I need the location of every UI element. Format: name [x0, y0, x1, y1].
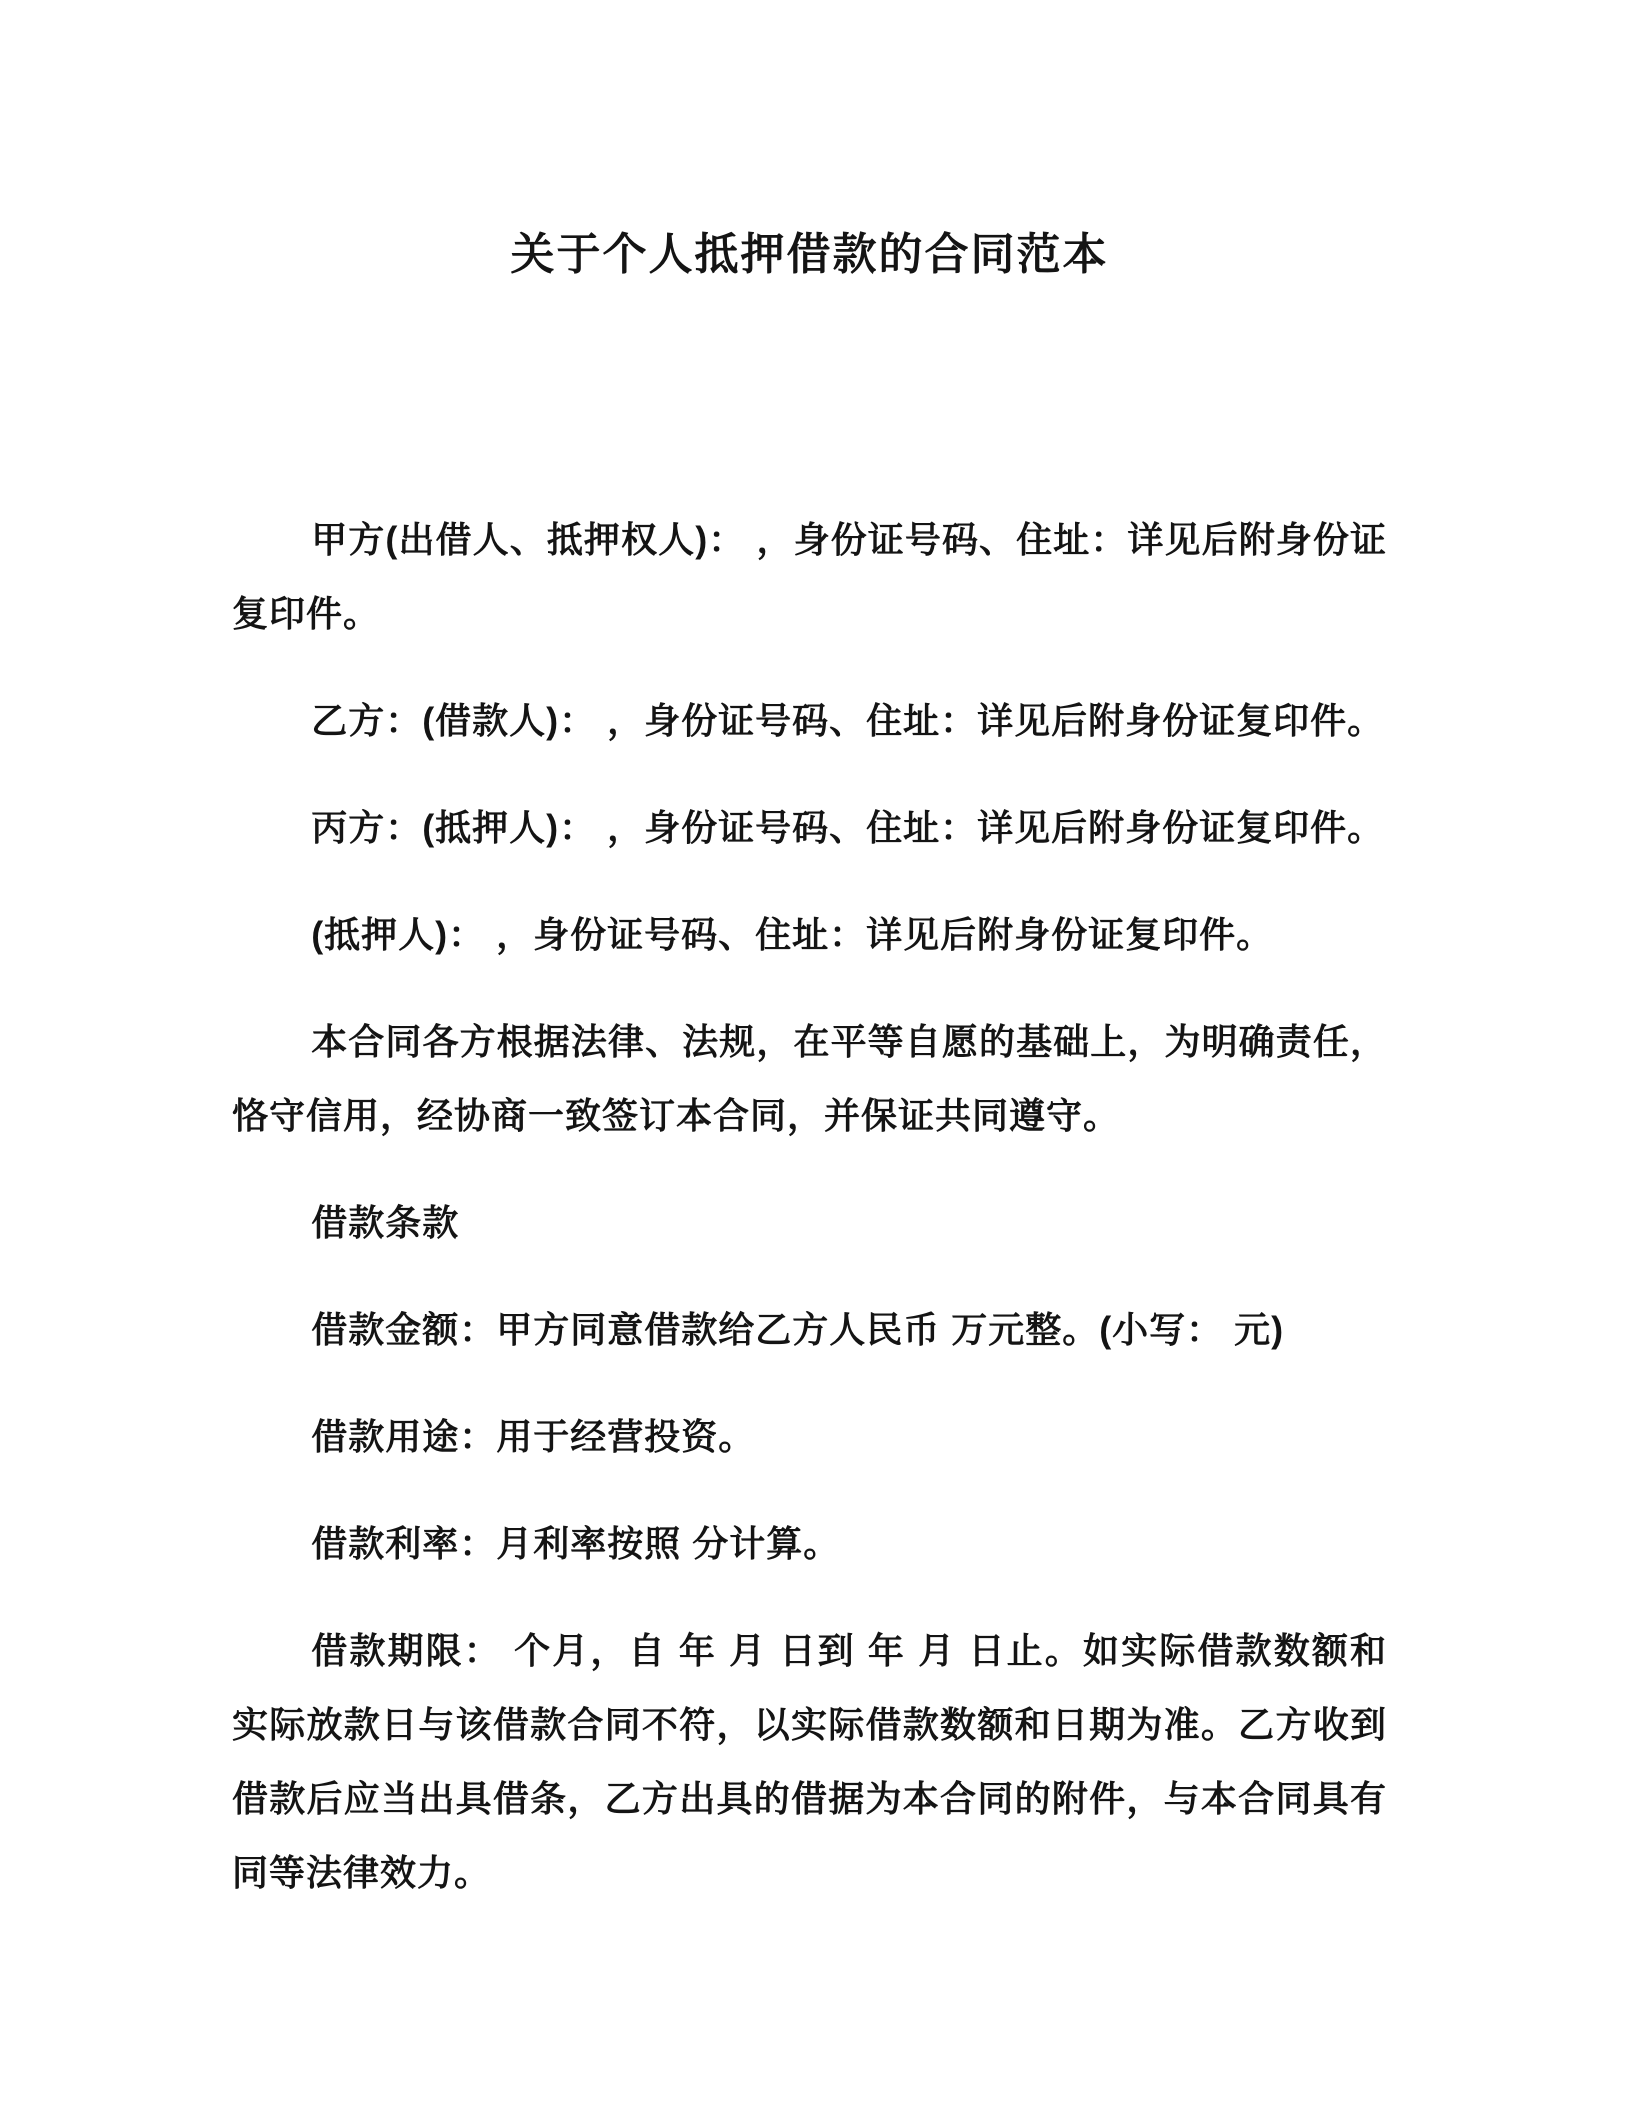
paragraph-mortgagor: (抵押人)： ，身份证号码、住址：详见后附身份证复印件。: [311, 914, 1274, 955]
document-title: 关于个人抵押借款的合同范本: [510, 230, 1109, 279]
paragraph-loan-purpose: 借款用途：用于经营投资。: [311, 1416, 756, 1457]
paragraph-loan-amount: 借款金额：甲方同意借款给乙方人民币 万元整。(小写： 元): [311, 1309, 1285, 1350]
paragraph-party-a: 甲方(出借人、抵押权人)： ，身份证号码、住址：详见后附身份证复印件。: [232, 519, 1387, 634]
paragraph-preamble: 本合同各方根据法律、法规，在平等自愿的基础上，为明确责任，恪守信用，经协商一致签订本合同，并保证共同遵守。: [232, 1021, 1387, 1136]
document-body: [232, 503, 1387, 1910]
paragraph-party-c: 丙方：(抵押人)： ，身份证号码、住址：详见后附身份证复印件。: [311, 807, 1385, 848]
paragraph-party-b: 乙方：(借款人)： ，身份证号码、住址：详见后附身份证复印件。: [311, 700, 1385, 741]
paragraph-loan-period: 借款期限： 个月，自 年 月 日到 年 月 日止。如实际借款数额和实际放款日与该借款合同不符，以实际借款数额和日期为准。乙方收到借款后应当出具借条，乙方出具的借据为本合同的附件，与本合同具有同等法律效力。: [232, 1630, 1387, 1893]
paragraph-loan-interest: 借款利率：月利率按照 分计算。: [311, 1523, 841, 1564]
paragraph-loan-terms-heading: 借款条款: [311, 1202, 460, 1243]
